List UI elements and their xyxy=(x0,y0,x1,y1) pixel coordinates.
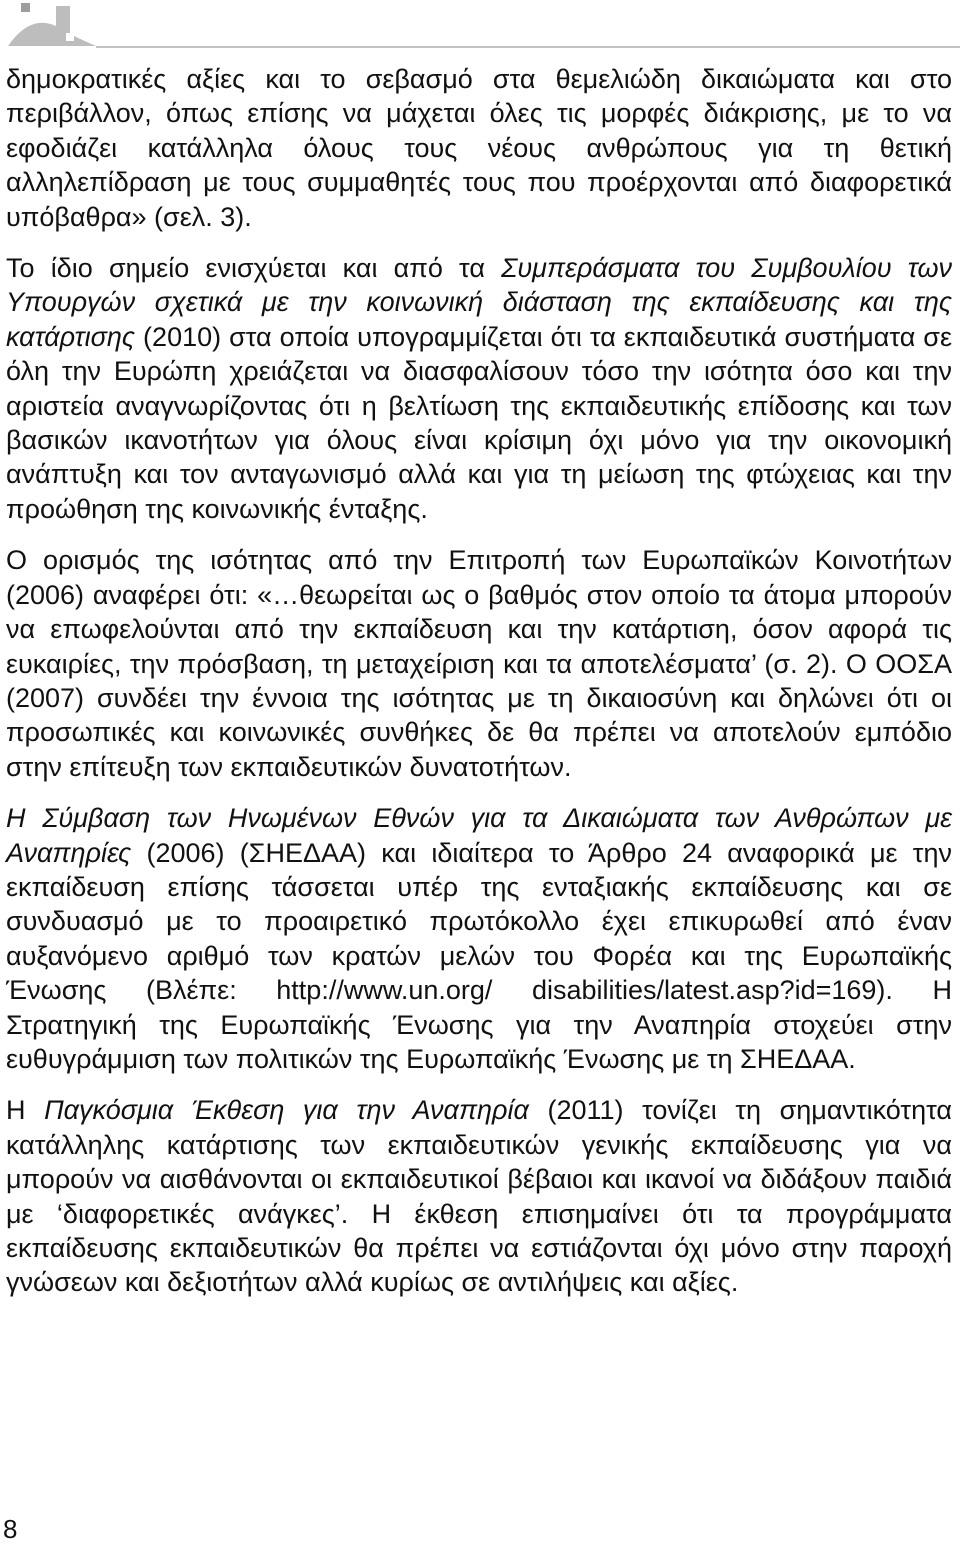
paragraph-text: (2010) στα οποία υπογραμμίζεται ότι τα εκπαιδευτικά συστήματα σε όλη την Ευρώπη χρειάζεται να διασφαλίσουν τόσο την ισότητα όσο και την αριστεία αναγνωρίζοντας ότι η βελτίωση της εκπαιδευτικής επίδοσης και των βασικών ικανοτήτων για όλους είναι κρίσιμη όχι μόνο για την οικονομική ανάπτυξη και τον ανταγωνισμό αλλά και για τη μείωση της φτώχειας και την προώθηση της κοινωνικής ένταξης. xyxy=(6,321,952,524)
paragraph-text: δημοκρατικές αξίες και το σεβασμό στα θεμελιώδη δικαιώματα και στο περιβάλλον, όπως επίσης να μάχεται όλες τις μορφές διάκρισης, με το να εφοδιάζει κατάλληλα όλους τους νέους ανθρώπους για τη θετική αλληλεπίδραση με τους συμμαθητές τους που προέρχονται από διαφορετικά υπόβαθρα» (σελ. 3). xyxy=(6,64,952,232)
document-title-italic: Παγκόσμια Έκθεση για την Αναπηρία xyxy=(44,1095,529,1126)
header-logo xyxy=(0,0,100,50)
paragraph xyxy=(6,251,952,526)
paragraph-text: Ο ορισμός της ισότητας από την Επιτροπή των Ευρωπαϊκών Κοινοτήτων (2006) αναφέρει ότι: «…θεωρείται ως ο βαθμός στον οποίο τα άτομα μπορούν να επωφελούνται από την εκπαίδευση και την κατάρτιση, όσον αφορά τις ευκαιρίες, την πρόσβαση, τη μεταχείριση και τα αποτελέσματα’ (σ. 2). Ο ΟΟΣΑ (2007) συνδέει την έννοια της ισότητας με τη δικαιοσύνη και δηλώνει ότι οι προσωπικές και κοινωνικές συνθήκες δε θα πρέπει να αποτελούν εμπόδιο στην επίτευξη των εκπαιδευτικών δυνατοτήτων. xyxy=(6,545,952,782)
paragraph xyxy=(6,543,952,784)
header-logo-window xyxy=(66,33,74,41)
paragraph-text: Το ίδιο σημείο ενισχύεται και από τα xyxy=(6,253,502,284)
paragraph xyxy=(6,62,952,234)
paragraph-text: (2011) τονίζει τη σημαντικότητα κατάλληλης κατάρτισης των εκπαιδευτικών γενικής εκπαίδευσης για να μπορούν να αισθάνονται οι εκπαιδευτικοί βέβαιοι και ικανοί να διδάξουν παιδιά με ‘διαφορετικές ανάγκες’. Η έκθεση επισημαίνει ότι τα προγράμματα εκπαίδευσης εκπαιδευτικών θα πρέπει να εστιάζονται όχι μόνο στην παροχή γνώσεων και δεξιοτήτων αλλά κυρίως σε αντιλήψεις και αξίες. xyxy=(6,1095,953,1298)
paragraph xyxy=(6,801,952,1076)
paragraph xyxy=(6,1093,952,1299)
paragraph-text: (2006) (ΣΗΕΔΑΑ) και ιδιαίτερα το Άρθρο 24 αναφορικά με την εκπαίδευση επίσης τάσσεται υπέρ της ενταξιακής εκπαίδευσης και σε συνδυασμό με το προαιρετικό πρωτόκολλο έχει επικυρωθεί από έναν αυξανόμενο αριθμό των κρατών μελών του Φορέα και της Ευρωπαϊκής Ένωσης (Βλέπε: http://www.un.org/ disabilities/latest.asp?id=169). Η Στρατηγική της Ευρωπαϊκής Ένωσης για την Αναπηρία στοχεύει στην ευθυγράμμιση των πολιτικών της Ευρωπαϊκής Ένωσης με τη ΣΗΕΔΑΑ. xyxy=(6,837,952,1074)
header-logo-square xyxy=(21,3,30,12)
page-number: 8 xyxy=(3,1514,18,1544)
document-body xyxy=(6,62,952,1317)
header-rule xyxy=(96,46,960,48)
paragraph-text: Η xyxy=(6,1095,45,1126)
document-title-italic: Η Σύμβαση των Ηνωμένων Εθνών για τα Δικαιώματα των Ανθρώπων με Αναπηρίες xyxy=(6,803,952,868)
document-title-italic: Συμπεράσματα του Συμβουλίου των Υπουργών σχετικά με την κοινωνική διάσταση της εκπαίδευσης και της κατάρτισης xyxy=(6,253,952,352)
